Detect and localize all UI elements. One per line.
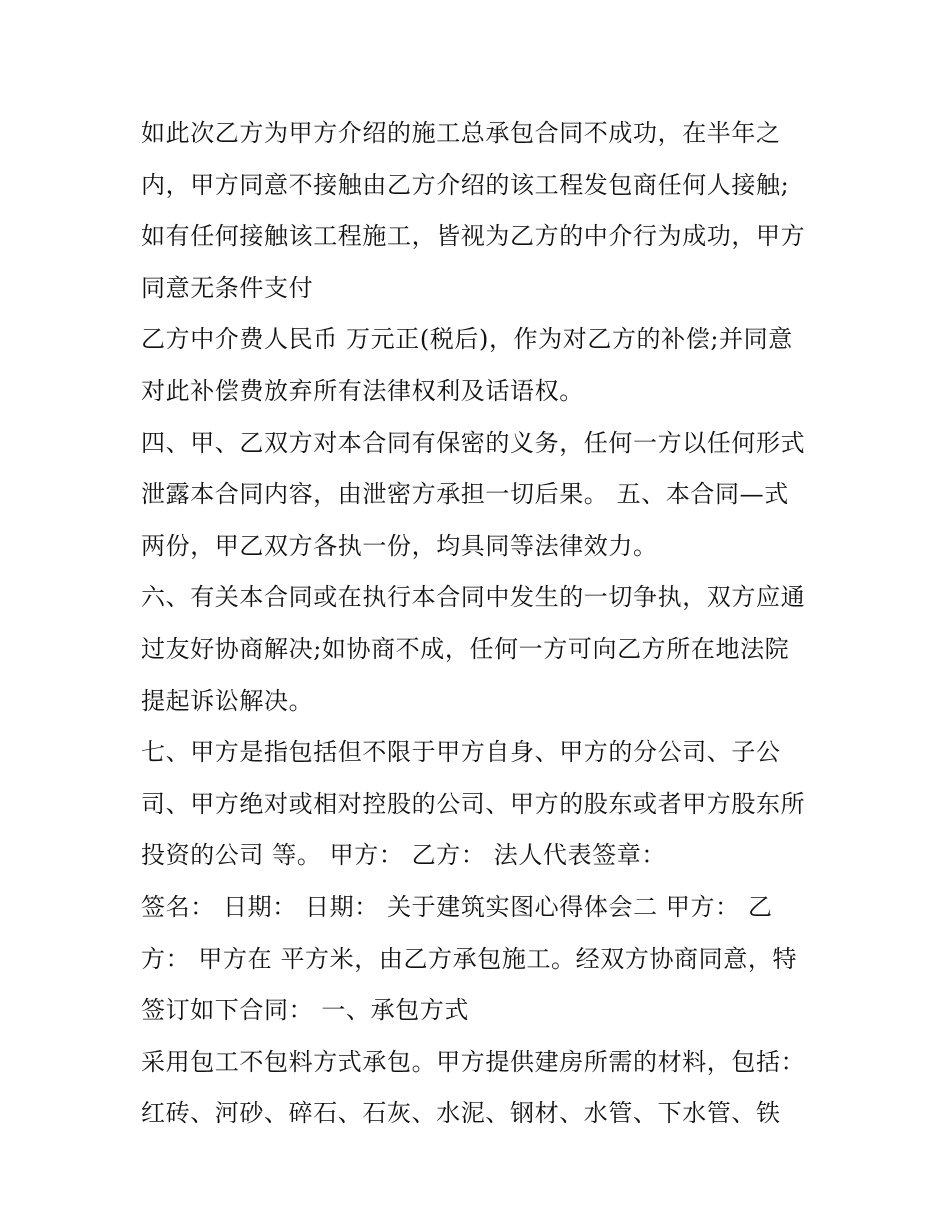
text-line: 内，甲方同意不接触由乙方介绍的该工程发包商任何人接触; [141,170,790,199]
text-line: 六、有关本合同或在执行本合同中发生的一切争执，双方应通 [141,583,806,612]
text-line: 采用包工不包料方式承包。甲方提供建房所需的材料，包括： [141,1047,806,1076]
text-line: 对此补偿费放弃所有法律权利及话语权。 [141,376,584,405]
text-line: 乙方中介费人民币 万元正(税后)，作为对乙方的补偿;并同意 [141,325,793,354]
text-line: 司、甲方绝对或相对控股的公司、甲方的股东或者甲方股东所 [141,789,806,818]
text-line: 提起诉讼解决。 [141,686,314,715]
document-body [141,108,821,1140]
text-line: 七、甲方是指包括但不限于甲方自身、甲方的分公司、子公 [141,738,781,767]
text-line: 泄露本合同内容，由泄密方承担一切后果。 五、本合同—式 [141,480,789,509]
text-line: 四、甲、乙双方对本合同有保密的义务，任何一方以任何形式 [141,428,806,457]
text-line: 过友好协商解决;如协商不成，任何一方可向乙方所在地法院 [141,634,790,663]
text-line: 投资的公司 等。 甲方： 乙方： 法人代表签章： [141,841,666,870]
text-line: 如有任何接触该工程施工，皆视为乙方的中介行为成功，甲方 [141,222,806,251]
text-line: 签订如下合同： 一、承包方式 [141,996,470,1025]
text-line: 同意无条件支付 [141,273,314,302]
text-line: 方： 甲方在 平方米，由乙方承包施工。经双方协商同意，特 [141,944,798,973]
text-line: 红砖、河砂、碎石、石灰、水泥、钢材、水管、下水管、铁 [141,1099,781,1128]
text-line: 如此次乙方为甲方介绍的施工总承包合同不成功，在半年之 [141,119,781,147]
text-line: 两份，甲乙双方各执一份，均具同等法律效力。 [141,531,658,560]
text-line: 签名： 日期： 日期： 关于建筑实图心得体会二 甲方： 乙 [141,892,773,921]
